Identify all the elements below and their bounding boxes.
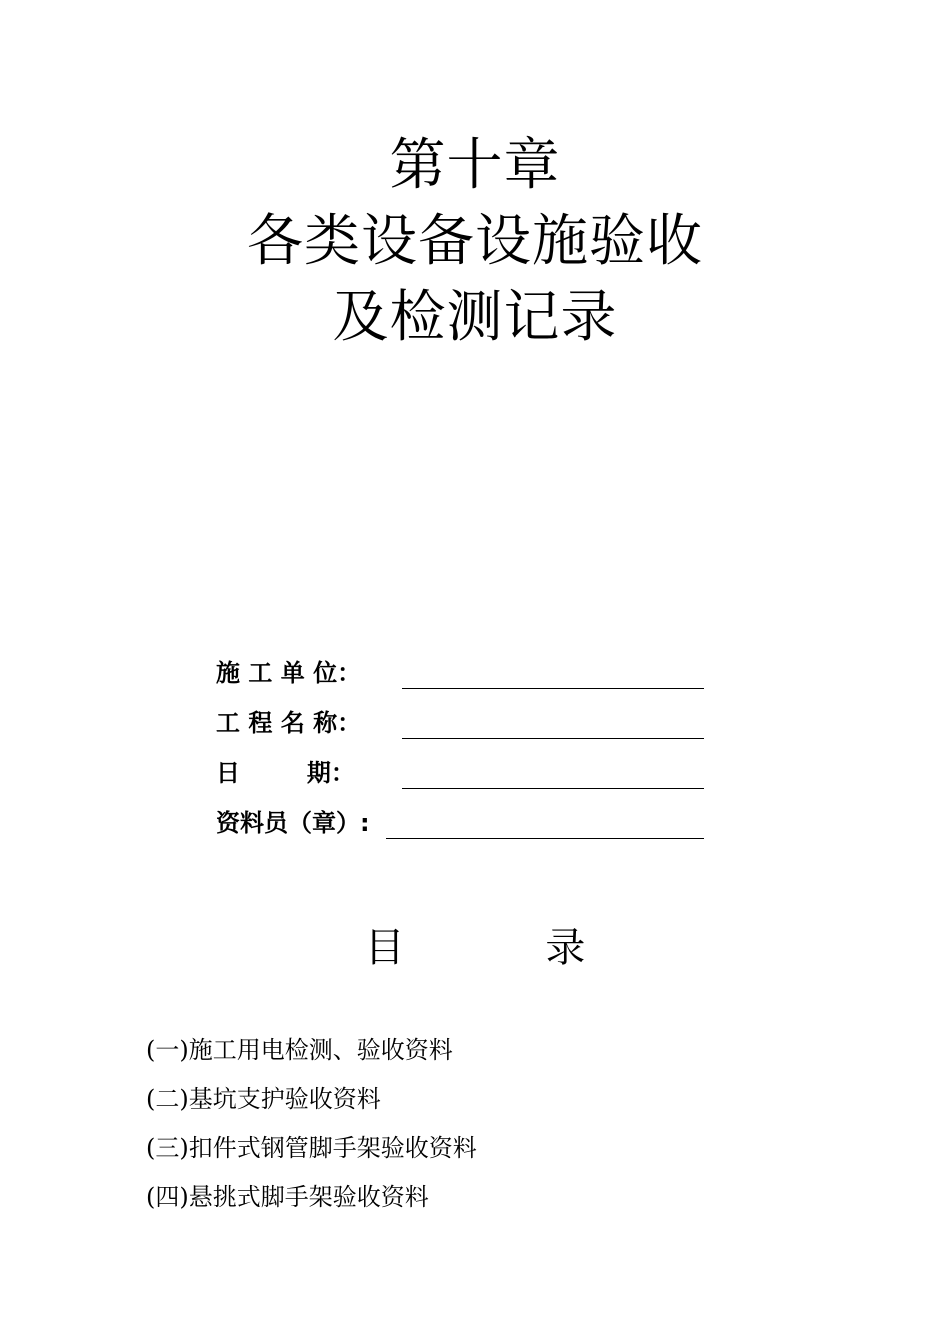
chapter-title-line-3: 及检测记录 bbox=[332, 285, 618, 350]
archivist-blank[interactable] bbox=[386, 838, 704, 839]
chapter-title bbox=[0, 128, 950, 356]
chapter-title-line-2: 各类设备设施验收 bbox=[247, 209, 703, 274]
archivist-row bbox=[216, 802, 716, 852]
project-name-label: 工 程 名 称： bbox=[216, 709, 362, 737]
project-name-row bbox=[216, 702, 716, 752]
date-label: 日 期： bbox=[216, 759, 355, 787]
construction-unit-row bbox=[216, 652, 716, 702]
archivist-label: 资料员（章）: bbox=[216, 809, 370, 837]
chapter-number: 第十章 bbox=[389, 133, 561, 198]
toc-heading: 目 录 bbox=[364, 925, 650, 971]
project-name-blank[interactable] bbox=[402, 738, 704, 739]
cover-info-form bbox=[216, 652, 716, 852]
date-blank[interactable] bbox=[402, 788, 704, 789]
toc-item[interactable]: (四)悬挑式脚手架验收资料 bbox=[146, 1183, 429, 1211]
toc-item[interactable]: (二)基坑支护验收资料 bbox=[146, 1085, 381, 1113]
toc-item[interactable]: (一)施工用电检测、验收资料 bbox=[146, 1036, 453, 1064]
construction-unit-blank[interactable] bbox=[402, 688, 704, 689]
toc-item[interactable]: (三)扣件式钢管脚手架验收资料 bbox=[146, 1134, 477, 1162]
construction-unit-label: 施 工 单 位： bbox=[216, 659, 362, 687]
toc-list bbox=[146, 1026, 477, 1222]
date-row bbox=[216, 752, 716, 802]
